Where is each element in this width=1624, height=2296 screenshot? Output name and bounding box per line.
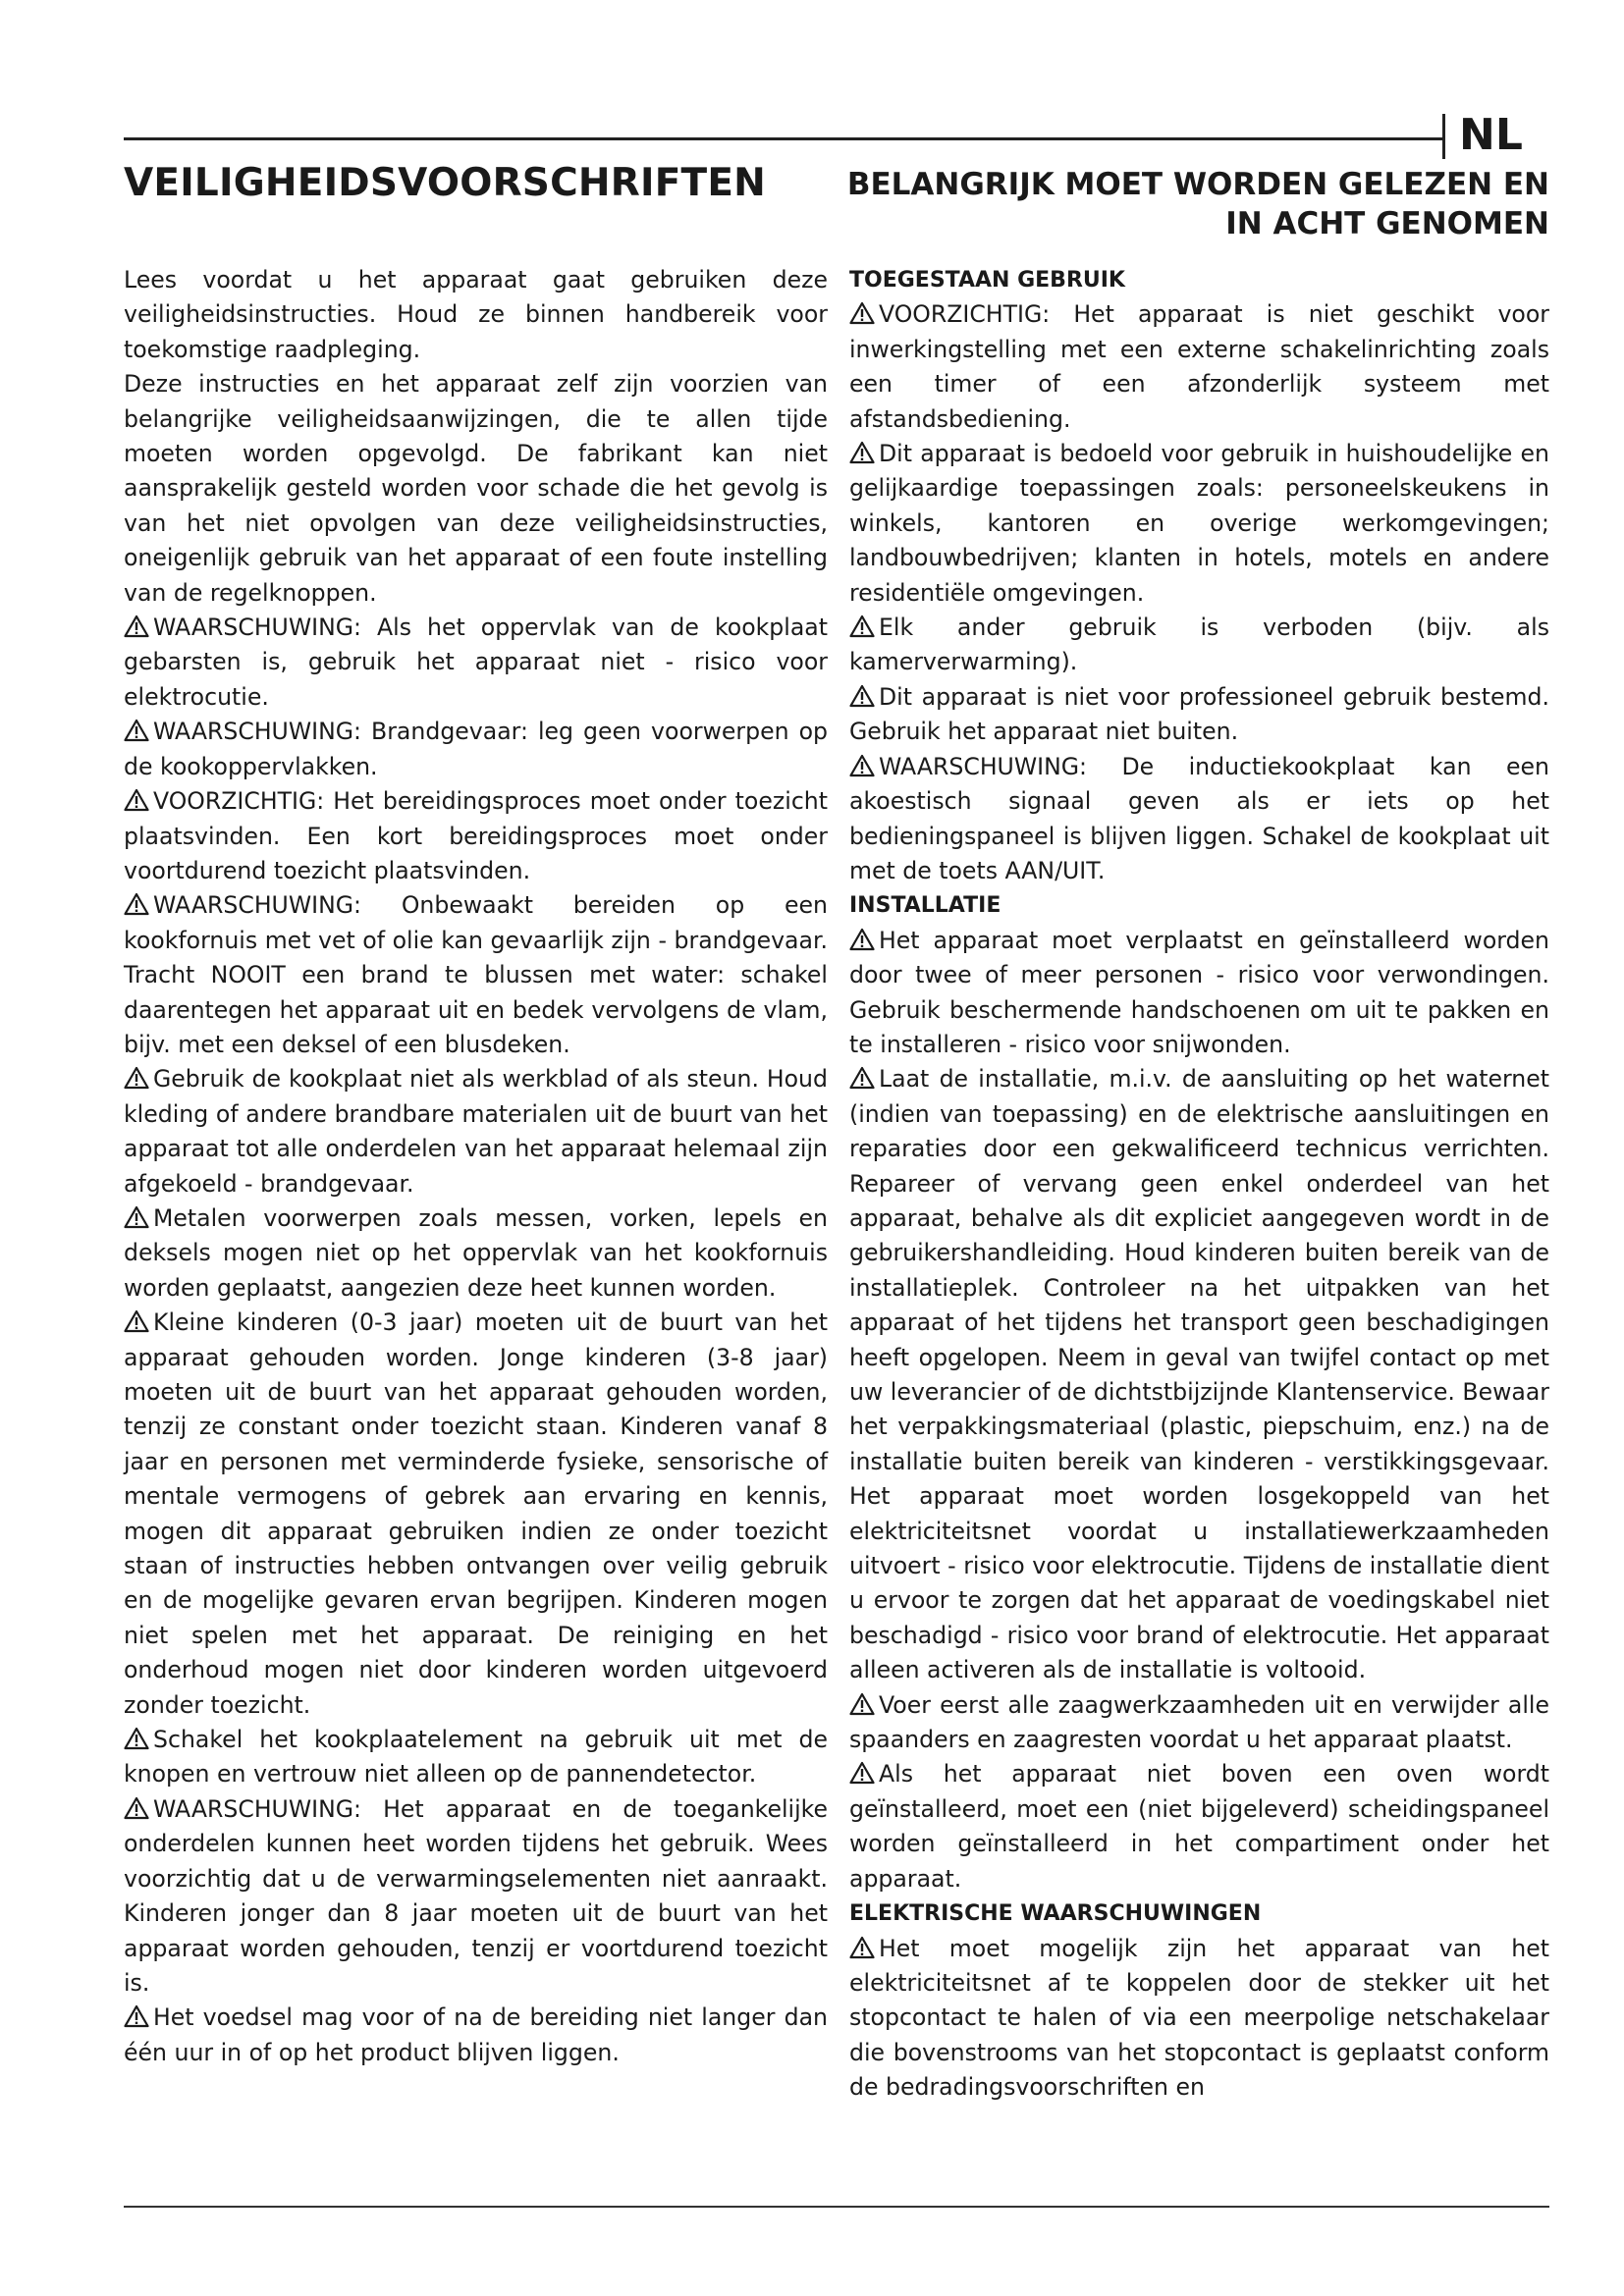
warning-triangle-icon [124,719,149,742]
warning-triangle-icon [849,301,875,325]
warning-item [124,888,828,1062]
page-subtitle-line-2: IN ACHT GENOMEN [1225,206,1549,241]
warning-triangle-icon [849,441,875,464]
warning-item [849,680,1549,750]
warning-text: WAARSCHUWING: Als het oppervlak van de kookplaat gebarsten is, gebruik het apparaat niet - risico voor elektrocutie. [124,614,828,711]
warning-text: WAARSCHUWING: Brandgevaar: leg geen voorwerpen op de kookoppervlakken. [124,718,828,780]
warning-item [849,611,1549,680]
warning-triangle-icon [124,788,149,812]
warning-text: Kleine kinderen (0-3 jaar) moeten uit de buurt van het apparaat gehouden worden. Jonge kinderen (3-8 jaar) moeten uit de buurt van het apparaat gehouden worden, tenzij ze constant onder toezicht staan. Kinderen vanaf 8 jaar en personen met verminderde fysieke, sensorische of mentale vermogens of gebrek aan ervaring en kennis, mogen dit apparaat gebruiken indien ze onder toezicht staan of instructies hebben ontvangen over veilig gebruik en de mogelijke gevaren ervan begrijpen. Kinderen mogen niet spelen met het apparaat. De reiniging en het onderhoud mogen niet door kinderen worden uitgevoerd zonder toezicht. [124,1308,828,1719]
warning-text: Als het apparaat niet boven een oven wordt geïnstalleerd, moet een (niet bijgeleverd) scheidingspaneel worden geïnstalleerd in het compartiment onder het apparaat. [849,1760,1549,1893]
warning-text: VOORZICHTIG: Het apparaat is niet geschikt voor inwerkingstelling met een externe schakelinrichting zoals een timer of een afzonderlijk systeem met afstandsbediening. [849,300,1549,433]
warning-text: Dit apparaat is bedoeld voor gebruik in huishoudelijke en gelijkaardige toepassingen zoals: personeelskeukens in winkels, kantoren en overige werkomgevingen; landbouwbedrijven; klanten in hotels, motels en andere residentiële omgevingen. [849,440,1549,607]
warning-item [124,715,828,784]
warning-item [124,1201,828,1306]
warning-text: Dit apparaat is niet voor professioneel gebruik bestemd. Gebruik het apparaat niet buiten. [849,682,1549,746]
warning-triangle-icon [124,1309,149,1333]
warning-triangle-icon [849,684,875,708]
language-code: NL [1459,110,1523,160]
instructions-paragraph: Deze instructies en het apparaat zelf zijn voorzien van belangrijke veiligheidsaanwijzingen, die te allen tijde moeten worden opgevolgd. De fabrikant kan niet aansprakelijk gesteld worden voor schade die het gevolg is van het niet opvolgen van deze veiligheidsinstructies, oneigenlijk gebruik van het apparaat of een foute instelling van de regelknoppen. [124,370,828,607]
warning-triangle-icon [124,1205,149,1229]
warning-text: Elk ander gebruik is verboden (bijv. als kamerverwarming). [849,614,1549,676]
warning-item [849,750,1549,889]
warning-item [124,784,828,888]
warning-triangle-icon [849,1761,875,1785]
warning-item [849,1932,1549,2106]
warning-item [124,1062,828,1201]
warning-text: WAARSCHUWING: De inductiekookplaat kan een akoestisch signaal geven als er iets op het bedieningspaneel is blijven liggen. Schakel de kookplaat uit met de toets AAN/UIT. [849,752,1549,884]
warning-text: Metalen voorwerpen zoals messen, vorken, lepels en deksels mogen niet op het oppervlak van het kookfornuis worden geplaatst, aangezien deze heet kunnen worden. [124,1203,828,1302]
warning-triangle-icon [124,614,149,638]
warning-text: WAARSCHUWING: Onbewaakt bereiden op een kookfornuis met vet of olie kan gevaarlijk zijn - brandgevaar. Tracht NOOIT een brand te blussen met water: schakel daarentegen het apparaat uit en bedek vervolgens de vlam, bijv. met een deksel of een blusdeken. [124,891,828,1058]
warning-triangle-icon [849,1936,875,1959]
intro-paragraph: Lees voordat u het apparaat gaat gebruiken deze veiligheidsinstructies. Houd ze binnen handbereik voor toekomstige raadpleging. [124,266,828,363]
section-heading-permitted-use: TOEGESTAAN GEBRUIK [849,268,1125,293]
warning-triangle-icon [849,928,875,951]
warning-triangle-icon [849,1066,875,1090]
right-column [849,263,1549,2106]
warning-item [849,924,1549,1063]
warning-text: VOORZICHTIG: Het bereidingsproces moet onder toezicht plaatsvinden. Een kort bereidingsproces moet onder voortdurend toezicht plaatsvinden. [124,787,828,884]
header-rule-tick [1442,114,1445,159]
warning-triangle-icon [124,892,149,916]
page-subtitle-line-1: BELANGRIJK MOET WORDEN GELEZEN EN [846,167,1549,202]
page-title: VEILIGHEIDSVOORSCHRIFTEN [124,161,767,205]
warning-triangle-icon [849,1692,875,1716]
section-heading-installation: INSTALLATIE [849,893,1001,919]
warning-item [849,297,1549,437]
warning-triangle-icon [124,2004,149,2028]
page-subtitle [815,165,1549,243]
warning-text: Het voedsel mag voor of na de bereiding niet langer dan één uur in of op het product blijven liggen. [124,2003,828,2066]
warning-text: WAARSCHUWING: Het apparaat en de toegankelijke onderdelen kunnen heet worden tijdens het gebruik. Wees voorzichtig dat u de verwarmingselementen niet aanraakt. Kinderen jonger dan 8 jaar moeten uit de buurt van het apparaat worden gehouden, tenzij er voortdurend toezicht is. [124,1794,828,1997]
warning-item [849,1062,1549,1687]
warning-item [849,1757,1549,1896]
header-rule [124,137,1443,140]
warning-text: Voer eerst alle zaagwerkzaamheden uit en verwijder alle spaanders en zaagresten voordat u het apparaat plaatst. [849,1690,1549,1754]
warning-item [849,437,1549,611]
warning-text: Laat de installatie, m.i.v. de aansluiting op het waternet (indien van toepassing) en de elektrische aansluitingen en reparaties door een gekwalificeerd technicus verrichten. Repareer of vervang geen enkel onderdeel van het apparaat, behalve als dit expliciet aangegeven wordt in de gebruikershandleiding. Houd kinderen buiten bereik van de installatieplek. Controleer na het uitpakken van het apparaat of het tijdens het transport geen beschadigingen heeft opgelopen. Neem in geval van twijfel contact op met uw leverancier of de dichtstbijzijnde Klantenservice. Bewaar het verpakkingsmateriaal (plastic, piepschuim, enz.) na de installatie buiten bereik van kinderen - verstikkingsgevaar. Het apparaat moet worden losgekoppeld van het elektriciteitsnet voordat u installatiewerkzaamheden uitvoert - risico voor elektrocutie. Tijdens de installatie dient u ervoor te zorgen dat het apparaat de voedingskabel niet beschadigd - risico voor brand of elektrocutie. Het apparaat alleen activeren als de installatie is voltooid. [849,1065,1549,1684]
warning-triangle-icon [124,1066,149,1090]
warning-text: Het moet mogelijk zijn het apparaat van het elektriciteitsnet af te koppelen door de stekker uit het stopcontact te halen of via een meerpolige netschakelaar die bovenstrooms van het stopcontact is geplaatst conform de bedradingsvoorschriften en [849,1934,1549,2102]
warning-triangle-icon [124,1796,149,1820]
warning-text: Gebruik de kookplaat niet als werkblad of als steun. Houd kleding of andere brandbare materialen uit de buurt van het apparaat tot alle onderdelen van het apparaat helemaal zijn afgekoeld - brandgevaar. [124,1065,828,1198]
warning-item [124,2001,828,2070]
warning-item [124,611,828,715]
warning-text: Schakel het kookplaatelement na gebruik uit met de knopen en vertrouw niet alleen op de pannendetector. [124,1726,828,1789]
left-column [124,263,828,2070]
warning-triangle-icon [849,614,875,638]
warning-item [124,1723,828,1792]
warning-item [124,1306,828,1723]
warning-triangle-icon [849,754,875,777]
section-heading-electrical-warnings: ELEKTRISCHE WAARSCHUWINGEN [849,1901,1262,1927]
warning-item [849,1688,1549,1758]
footer-rule [124,2206,1549,2208]
warning-triangle-icon [124,1727,149,1750]
warning-text: Het apparaat moet verplaatst en geïnstalleerd worden door twee of meer personen - risico voor verwondingen. Gebruik beschermende handschoenen om uit te pakken en te installeren - risico voor snijwonden. [849,926,1549,1058]
warning-item [124,1792,828,2001]
